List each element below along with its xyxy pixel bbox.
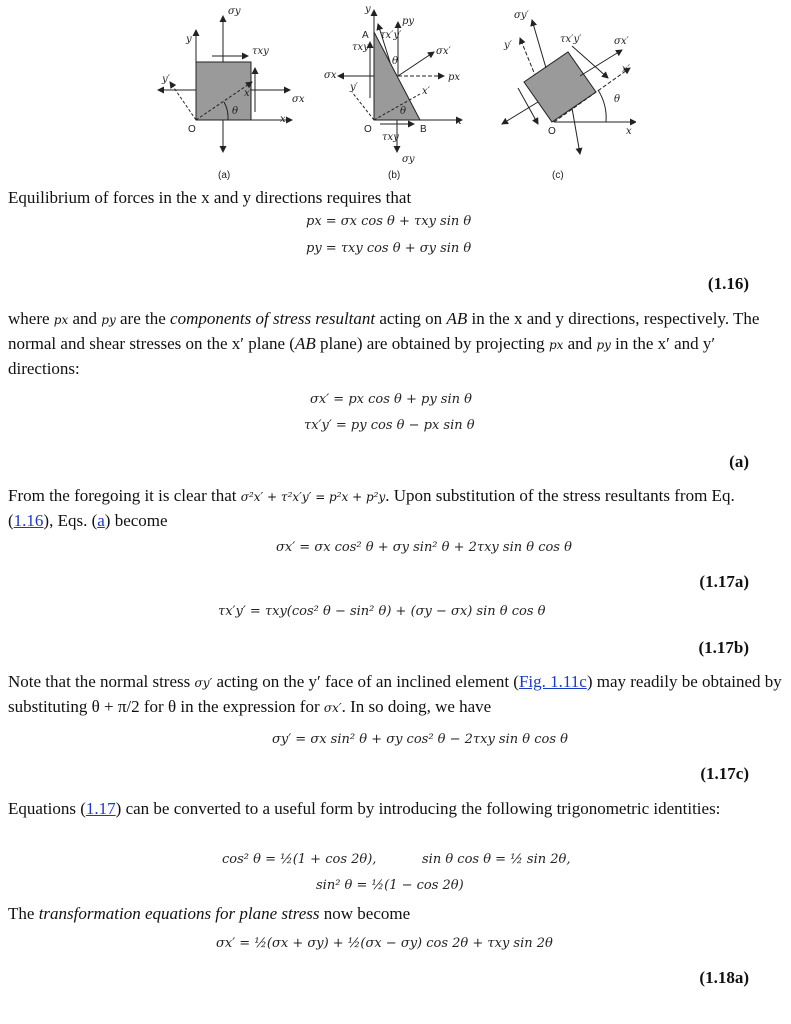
c-sigma-yp-label: σy′ bbox=[514, 10, 529, 21]
paragraph-stress-resultant: where px and py are the components of stress resultant acting on AB in the x and y directions, respectively. The normal and shear stresses on the x′ plane (AB plane) are obtained by projecting px and py in the x′ and y′ directions: bbox=[8, 309, 760, 378]
b-y-axis-label: y bbox=[365, 4, 371, 15]
b-px-label: px bbox=[448, 72, 461, 83]
c-tau-xpyp-label: τx′y′ bbox=[560, 34, 582, 45]
b-theta-bottom-label: θ bbox=[400, 106, 407, 117]
trig-identity-sincos: sin θ cos θ = ½ sin 2θ, bbox=[422, 852, 571, 867]
b-sigma-x-label: σx bbox=[324, 70, 337, 81]
equation-a-line2: τx′y′ = py cos θ − px sin θ bbox=[304, 418, 475, 433]
panel-a bbox=[158, 6, 305, 181]
panel-b bbox=[324, 4, 462, 181]
paragraph-trig-identities: Equations (1.17) can be converted to a useful form by introducing the following trigonometric identities: bbox=[8, 799, 721, 818]
link-eq-a[interactable]: a bbox=[97, 511, 105, 530]
equation-1-16-line2: py = τxy cos θ + σy sin θ bbox=[306, 241, 472, 256]
equation-number-1-17a: (1.17a) bbox=[699, 572, 749, 591]
equation-1-17a: σx′ = σx cos² θ + σy sin² θ + 2τxy sin θ cos θ bbox=[276, 540, 572, 555]
b-x-prime-label: x′ bbox=[422, 86, 430, 97]
paragraph-equilibrium: Equilibrium of forces in the x and y directions requires that bbox=[8, 188, 412, 207]
b-caption: (b) bbox=[388, 170, 401, 181]
b-y-prime-label: y′ bbox=[350, 82, 358, 93]
trig-identity-sin2: sin² θ = ½(1 − cos 2θ) bbox=[316, 878, 464, 893]
b-origin-label: O bbox=[364, 124, 372, 135]
equation-number-1-17c: (1.17c) bbox=[700, 764, 749, 783]
a-tau-xy-label: τxy bbox=[252, 46, 269, 57]
a-origin-label: O bbox=[188, 124, 196, 135]
link-fig-1-11c[interactable]: Fig. 1.11c bbox=[518, 672, 587, 691]
link-eq-1-17[interactable]: 1.17 bbox=[85, 799, 116, 818]
equation-1-18a: σx′ = ½(σx + σy) + ½(σx − σy) cos 2θ + τxy sin 2θ bbox=[216, 936, 553, 951]
b-tau-xy-bottom-label: τxy bbox=[382, 132, 399, 143]
c-x-prime-label: x′ bbox=[622, 64, 630, 75]
b-tau-xpyp-label: τx′y′ bbox=[380, 30, 402, 41]
a-x-axis-label: x bbox=[280, 114, 286, 125]
equation-number-1-16: (1.16) bbox=[707, 274, 749, 293]
c-theta-label: θ bbox=[614, 94, 621, 105]
trig-identity-cos2: cos² θ = ½(1 + cos 2θ), bbox=[222, 852, 377, 867]
c-sigma-xp-label: σx′ bbox=[614, 36, 629, 47]
a-sigma-x-label: σx bbox=[292, 94, 305, 105]
c-x-axis-label: x bbox=[626, 126, 632, 137]
a-x-prime-label: x′ bbox=[244, 88, 252, 99]
c-caption: (c) bbox=[552, 170, 564, 181]
b-sigma-y-label: σy bbox=[402, 154, 415, 165]
a-y-prime-label: y′ bbox=[162, 74, 170, 85]
b-x-axis-label: x bbox=[456, 116, 462, 127]
a-theta-label: θ bbox=[232, 106, 239, 117]
c-y-prime-label: y′ bbox=[504, 40, 512, 51]
equation-1-16-line1: px = σx cos θ + τxy sin θ bbox=[306, 214, 472, 229]
c-origin-label: O bbox=[548, 126, 556, 137]
a-caption: (a) bbox=[218, 170, 231, 181]
paragraph-normal-stress-note: Note that the normal stress σy′ acting on the y′ face of an inclined element (Fig. 1.11c) may readily be obtained by substituting θ + π/2 for θ in the expression for σx′. In so doing, we have bbox=[8, 672, 782, 716]
equation-number-a: (a) bbox=[729, 452, 749, 471]
panel-c bbox=[502, 10, 636, 181]
b-B-label: B bbox=[420, 124, 427, 135]
paragraph-transformation: The transformation equations for plane stress now become bbox=[8, 904, 411, 923]
b-A-label: A bbox=[362, 30, 369, 41]
b-py-label: py bbox=[402, 16, 415, 27]
stress-element-figure bbox=[152, 2, 636, 182]
a-y-axis-label: y bbox=[186, 34, 192, 45]
link-eq-1-16[interactable]: 1.16 bbox=[13, 511, 44, 530]
b-tau-xy-top-label: τxy bbox=[352, 42, 369, 53]
equation-1-17b: τx′y′ = τxy(cos² θ − sin² θ) + (σy − σx) sin θ cos θ bbox=[218, 604, 546, 619]
equation-1-17c: σy′ = σx sin² θ + σy cos² θ − 2τxy sin θ cos θ bbox=[272, 732, 568, 747]
b-theta-top-label: θ bbox=[392, 56, 399, 67]
equation-number-1-18a: (1.18a) bbox=[699, 968, 749, 987]
equation-number-1-17b: (1.17b) bbox=[698, 638, 749, 657]
equation-a-line1: σx′ = px cos θ + py sin θ bbox=[310, 392, 472, 407]
paragraph-foregoing: From the foregoing it is clear that σ²x′ + τ²x′y′ = p²x + p²y. Upon substitution of the stress resultants from Eq. (1.16), Eqs. (a) become bbox=[8, 486, 735, 530]
a-sigma-y-label: σy bbox=[228, 6, 241, 17]
b-sigma-xp-label: σx′ bbox=[436, 46, 451, 57]
